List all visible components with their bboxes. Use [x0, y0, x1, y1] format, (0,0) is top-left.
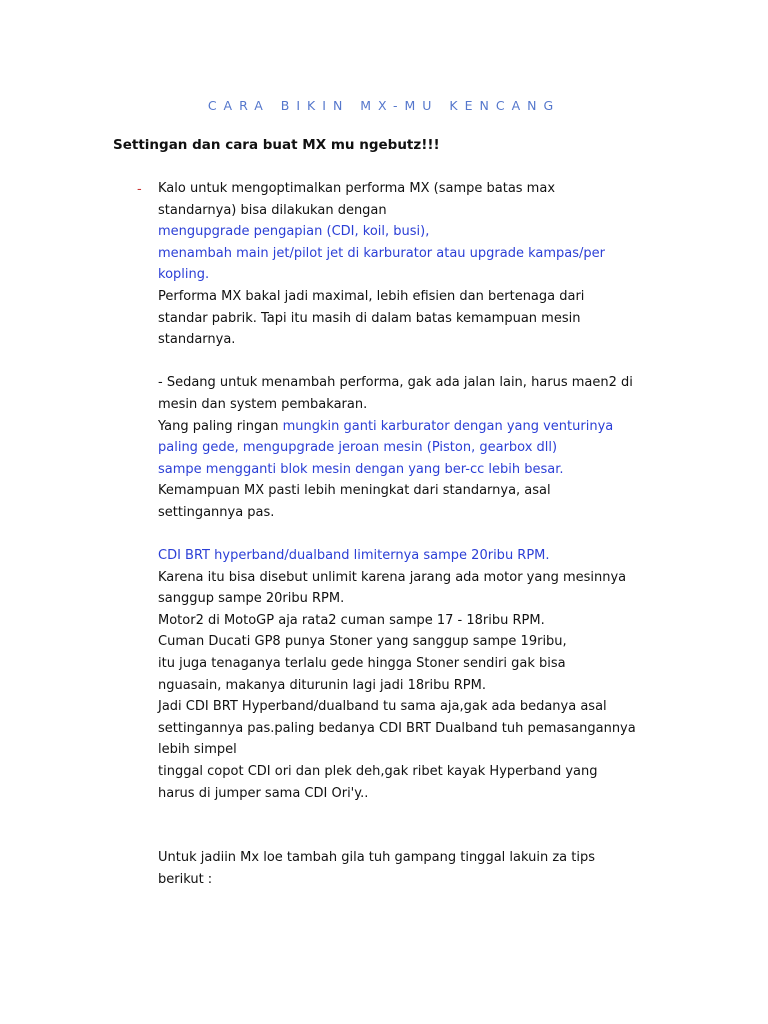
text-line: Kalo untuk mengoptimalkan performa MX (sampe batas max	[158, 181, 556, 196]
document-body	[158, 178, 658, 890]
text-segment: Yang paling ringan	[158, 418, 283, 434]
document-title: CARA BIKIN MX-MU KENCANG	[207, 98, 561, 113]
text-line: harus di jumper sama CDI Ori'y..	[158, 785, 369, 801]
text-line: Performa MX bakal jadi maximal, lebih efisien dan bertenaga dari	[158, 288, 585, 304]
text-line: Kemampuan MX pasti lebih meningkat dari standarnya, asal	[158, 483, 551, 499]
mixed-text-line	[158, 416, 658, 438]
highlighted-text-line: sampe mengganti blok mesin dengan yang ber-cc lebih besar.	[158, 461, 564, 477]
text-line: lebih simpel	[158, 742, 237, 758]
highlighted-text-segment: mungkin ganti karburator dengan yang venturinya	[282, 418, 614, 434]
text-line: settingannya pas.	[158, 504, 275, 520]
text-line: standar pabrik. Tapi itu masih di dalam batas kemampuan mesin	[158, 310, 581, 326]
text-line: standarnya.	[158, 332, 236, 348]
text-line: Motor2 di MotoGP aja rata2 cuman sampe 17 - 18ribu RPM.	[158, 612, 545, 628]
highlighted-text-line: kopling.	[158, 267, 210, 283]
paragraph-spacer	[158, 804, 658, 847]
text-line: settingannya pas.paling bedanya CDI BRT Dualband tuh pemasangannya	[158, 720, 636, 736]
bullet-marker: -	[137, 182, 142, 197]
paragraph-performance	[158, 372, 658, 523]
paragraph-optimization	[158, 178, 658, 351]
text-line: itu juga tenaganya terlalu gede hingga Stoner sendiri gak bisa	[158, 656, 566, 672]
text-line: standarnya) bisa dilakukan dengan	[158, 202, 387, 218]
paragraph-spacer	[158, 524, 658, 546]
text-line: Untuk jadiin Mx loe tambah gila tuh gampang tinggal lakuin za tips	[158, 850, 595, 866]
paragraph-tips-intro	[158, 847, 658, 890]
highlighted-text-line: paling gede, mengupgrade jeroan mesin (Piston, gearbox dll)	[158, 440, 558, 456]
text-line: Karena itu bisa disebut unlimit karena jarang ada motor yang mesinnya	[158, 569, 627, 585]
text-line: nguasain, makanya diturunin lagi jadi 18ribu RPM.	[158, 677, 486, 693]
highlighted-text-line: mengupgrade pengapian (CDI, koil, busi),	[158, 224, 430, 240]
text-line: Jadi CDI BRT Hyperband/dualband tu sama aja,gak ada bedanya asal	[158, 699, 607, 715]
highlighted-text-line: CDI BRT hyperband/dualband limiternya sampe 20ribu RPM.	[158, 548, 550, 564]
text-line: mesin dan system pembakaran.	[158, 396, 368, 412]
paragraph-spacer	[158, 351, 658, 373]
document-subtitle: Settingan dan cara buat MX mu ngebutz!!!	[113, 137, 440, 153]
text-line: Cuman Ducati GP8 punya Stoner yang sanggup sampe 19ribu,	[158, 634, 567, 650]
paragraph-cdi-brt	[158, 545, 658, 804]
highlighted-text-line: menambah main jet/pilot jet di karburator atau upgrade kampas/per	[158, 245, 605, 261]
text-line: sanggup sampe 20ribu RPM.	[158, 591, 345, 607]
text-line: - Sedang untuk menambah performa, gak ada jalan lain, harus maen2 di	[158, 375, 633, 391]
text-line: berikut :	[158, 871, 213, 887]
text-line: tinggal copot CDI ori dan plek deh,gak ribet kayak Hyperband yang	[158, 764, 598, 780]
